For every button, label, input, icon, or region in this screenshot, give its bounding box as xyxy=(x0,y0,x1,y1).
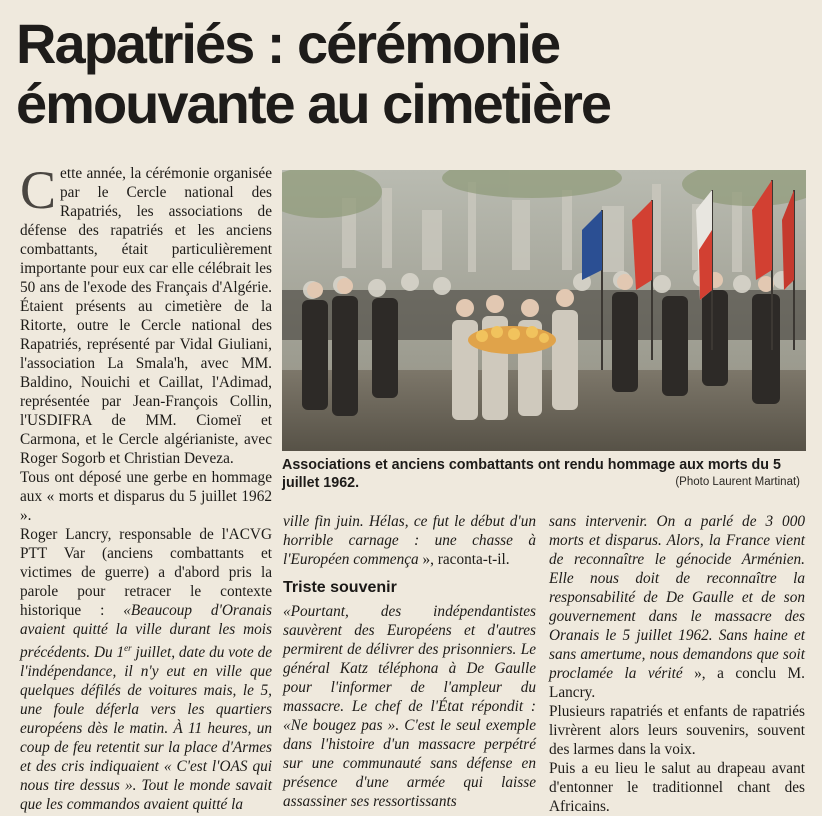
ceremony-photo-illustration xyxy=(282,170,806,451)
article-column-1 xyxy=(20,160,273,814)
lancry-intro: Roger Lancry, responsable de l'ACVG PTT Var (anciens combattants et victimes de guerre) a d'abord pris la parole pour retracer le contexte historique : xyxy=(20,526,272,619)
responsibility-quote: sans intervenir. On a parlé de 3 000 morts et disparus. Alors, la France vient de reconnaître le génocide Arménien. Elle nous doit de reconnaître la responsabilité de De Gaulle et de son gouvernement dans le massacre des Oranais le 5 juillet 1962. Sans haine et sans amertume, nous demandons que soit proclamée la vérité xyxy=(549,513,805,682)
article-column-2 xyxy=(283,512,536,811)
article-column-3 xyxy=(549,512,805,816)
subhead-triste-souvenir: Triste souvenir xyxy=(283,579,397,596)
lead-paragraph xyxy=(20,160,272,468)
paragraph-katz: «Pourtant, des indépendantistes sauvèrent des Européens et d'autres permirent de délivrer des prisonniers. Le général Katz téléphona à De Gaulle pour l'informer de l'ampleur du massacre. Le chef de l'État répondit : «Ne bougez pas ». C'est le seul exemple dans l'histoire d'un massacre perpétré sur une communauté sans défense en présence d'une armée qui laisse assassiner ses ressortissants xyxy=(283,603,536,810)
responsibility-attribution: », a conclu M. Lancry. xyxy=(549,665,805,701)
photo-credit: (Photo Laurent Martinat) xyxy=(675,476,800,488)
carnage-quote: ville fin juin. Hélas, ce fut le début d'un horrible carnage : une chasse à l'Européen commença xyxy=(283,513,536,568)
photo-caption: Associations et anciens combattants ont rendu hommage aux morts du 5 juillet 1962. xyxy=(282,457,781,491)
superscript-er: er xyxy=(124,643,132,653)
paragraph-memories: Plusieurs rapatriés et enfants de rapatriés livrèrent alors leurs souvenirs, souvent des larmes dans la voix. xyxy=(549,703,805,758)
lancry-quote-a: «Beaucoup d'Oranais avaient quitté la ville durant les mois précédents. Du 1 xyxy=(20,602,272,662)
lancry-quote-b: juillet, date du vote de l'indépendance, il n'y eut en ville que quelques défilés de voitures mais, le 5, une foule déferla vers les quartiers européens dès le matin. À 11 heures, un coup de feu retentit sur la place d'Armes et des cris indiquaient « C'est l'OAS qui nous tire dessus ». Tout le monde savait que les commandos avaient quitté la xyxy=(20,644,273,814)
paragraph-wreath: Tous ont déposé une gerbe en hommage aux « morts et disparus du 5 juillet 1962 ». xyxy=(20,469,272,524)
headline-line-2: émouvante au cimetière xyxy=(16,72,611,135)
carnage-attribution: », raconta-t-il. xyxy=(418,551,510,568)
paragraph-carnage xyxy=(283,512,536,569)
paragraph-responsibility xyxy=(549,512,805,702)
lead-text: ette année, la cérémonie organisée par le Cercle national des Rapatriés, les associations de défense des rapatriés et les anciens combattants, était particulièrement importante pour eux car elle célébrait les 50 ans de l'exode des Français d'Algérie. Étaient présents au cimetière de la Ritorte, outre le Cercle national des Rapatriés, représenté par Vidal Giuliani, l'association La Smala'h, avec MM. Baldino, Nouichi et Caillat, l'Adimad, représentée par Jean-François Collin, l'USDIFRA de MM. Ciomeï et Carmona, et le Cercle algérianiste, avec Roger Sogorb et Christian Deveza. xyxy=(20,165,272,467)
ceremony-photo xyxy=(282,170,806,451)
drop-cap: C xyxy=(20,160,57,220)
paragraph-salute: Puis a eu lieu le salut au drapeau avant d'entonner le traditionnel chant des Africains. xyxy=(549,760,805,815)
paragraph-lancry xyxy=(20,525,272,814)
headline-line-1: Rapatriés : cérémonie xyxy=(16,12,560,75)
headline xyxy=(16,14,816,134)
